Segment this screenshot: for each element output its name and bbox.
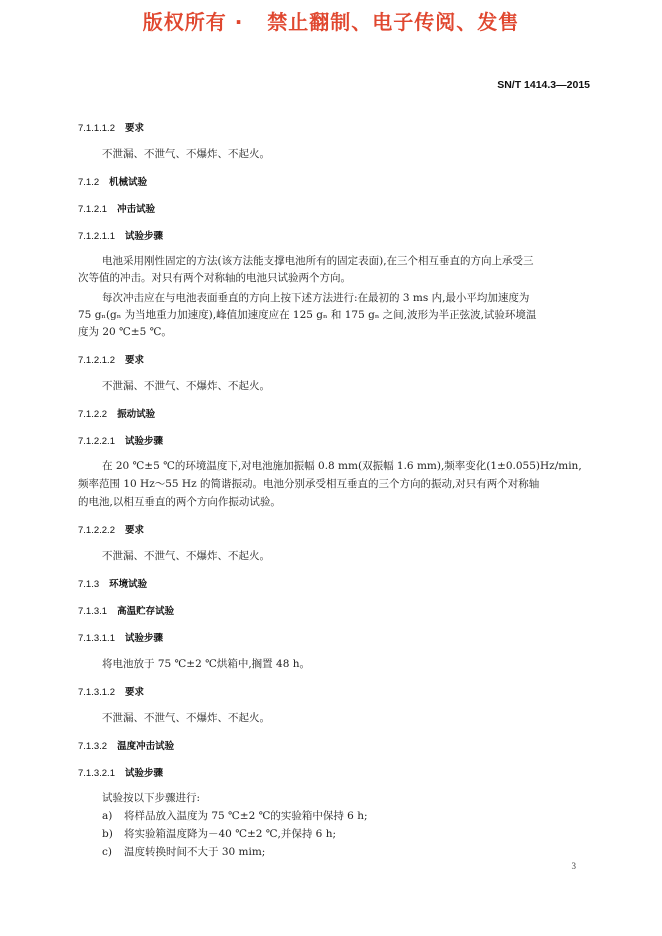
section-number: 7.1.3.2: [78, 741, 108, 752]
list-item-text: 将实验箱温度降为－40 ℃±2 ℃,并保持 6 h;: [124, 828, 336, 840]
section-title: 试验步骤: [124, 436, 163, 447]
section-title: 高温贮存试验: [117, 606, 175, 617]
section-heading: [78, 765, 163, 779]
paragraph: 不泄漏、不泄气、不爆炸、不起火。: [102, 712, 270, 724]
section-title: 振动试验: [117, 409, 156, 420]
list-item-text: 将样品放入温度为 75 ℃±2 ℃的实验箱中保持 6 h;: [124, 810, 368, 822]
section-title: 环境试验: [109, 579, 148, 590]
section-number: 7.1.3: [78, 579, 100, 590]
paragraph-line: 的电池,以相互垂直的两个方向作振动试验。: [78, 496, 281, 508]
section-heading: [78, 603, 174, 617]
paragraph-line: 电池采用刚性固定的方法(该方法能支撑电池所有的固定表面),在三个相互垂直的方向上承受三: [102, 255, 534, 267]
paragraph: 不泄漏、不泄气、不爆炸、不起火。: [102, 380, 270, 392]
section-title: 要求: [124, 525, 144, 536]
section-number: 7.1.2: [78, 177, 100, 188]
section-number: 7.1.3.1.2: [78, 687, 115, 698]
list-item-label: b): [102, 828, 113, 840]
section-title: 温度冲击试验: [117, 741, 175, 752]
paragraph: 试验按以下步骤进行:: [102, 792, 201, 804]
list-item-text: 温度转换时间不大于 30 mim;: [124, 846, 266, 858]
section-number: 7.1.3.1: [78, 606, 108, 617]
paragraph-line: 次等值的冲击。对只有两个对称轴的电池只试验两个方向。: [78, 272, 351, 284]
paragraph-line: 每次冲击应在与电池表面垂直的方向上按下述方法进行:在最初的 3 ms 内,最小平均加速度为: [102, 292, 530, 304]
page-number: 3: [571, 861, 576, 871]
paragraph: 不泄漏、不泄气、不爆炸、不起火。: [102, 550, 270, 562]
list-item: [102, 844, 265, 859]
section-title: 要求: [124, 355, 144, 366]
section-number: 7.1.2.2.1: [78, 436, 115, 447]
section-title: 要求: [124, 123, 144, 134]
paragraph-line: 度为 20 ℃±5 ℃。: [78, 326, 172, 338]
paragraph: 不泄漏、不泄气、不爆炸、不起火。: [102, 148, 270, 160]
list-item-label: c): [102, 846, 112, 858]
section-heading: [78, 576, 147, 590]
section-number: 7.1.3.2.1: [78, 768, 115, 779]
section-heading: [78, 201, 155, 215]
paragraph-line: 75 gₙ(gₙ 为当地重力加速度),峰值加速度应在 125 gₙ 和 175 gₙ 之间,波形为半正弦波,试验环境温: [78, 309, 537, 321]
section-title: 机械试验: [109, 177, 148, 188]
section-number: 7.1.3.1.1: [78, 633, 115, 644]
section-number: 7.1.2.2.2: [78, 525, 115, 536]
list-item: [102, 808, 368, 823]
section-number: 7.1.2.1: [78, 204, 108, 215]
paragraph: 将电池放于 75 ℃±2 ℃烘箱中,搁置 48 h。: [102, 658, 310, 670]
paragraph-line: 频率范围 10 Hz～55 Hz 的简谐振动。电池分别承受相互垂直的三个方向的振动,对只有两个对称轴: [78, 478, 540, 490]
paragraph-line: 在 20 ℃±5 ℃的环境温度下,对电池施加振幅 0.8 mm(双振幅 1.6 mm),频率变化(1±0.055)Hz/min,: [102, 460, 582, 472]
section-heading: [78, 120, 144, 134]
list-item-label: a): [102, 810, 113, 822]
section-title: 要求: [124, 687, 144, 698]
section-title: 试验步骤: [124, 633, 163, 644]
section-heading: [78, 406, 155, 420]
section-title: 试验步骤: [124, 231, 163, 242]
section-number: 7.1.2.1.1: [78, 231, 115, 242]
section-heading: [78, 684, 144, 698]
section-heading: [78, 228, 163, 242]
standard-code: SN/T 1414.3—2015: [497, 79, 590, 91]
section-heading: [78, 738, 174, 752]
section-number: 7.1.2.1.2: [78, 355, 115, 366]
section-heading: [78, 433, 163, 447]
section-heading: [78, 352, 144, 366]
list-item: [102, 826, 336, 841]
copyright-watermark: 版权所有 · 禁止翻制、电子传阅、发售: [142, 10, 520, 34]
section-heading: [78, 630, 163, 644]
section-heading: [78, 522, 144, 536]
section-number: 7.1.2.2: [78, 409, 108, 420]
section-title: 冲击试验: [117, 204, 156, 215]
section-title: 试验步骤: [124, 768, 163, 779]
section-heading: [78, 174, 147, 188]
section-number: 7.1.1.1.2: [78, 123, 115, 134]
